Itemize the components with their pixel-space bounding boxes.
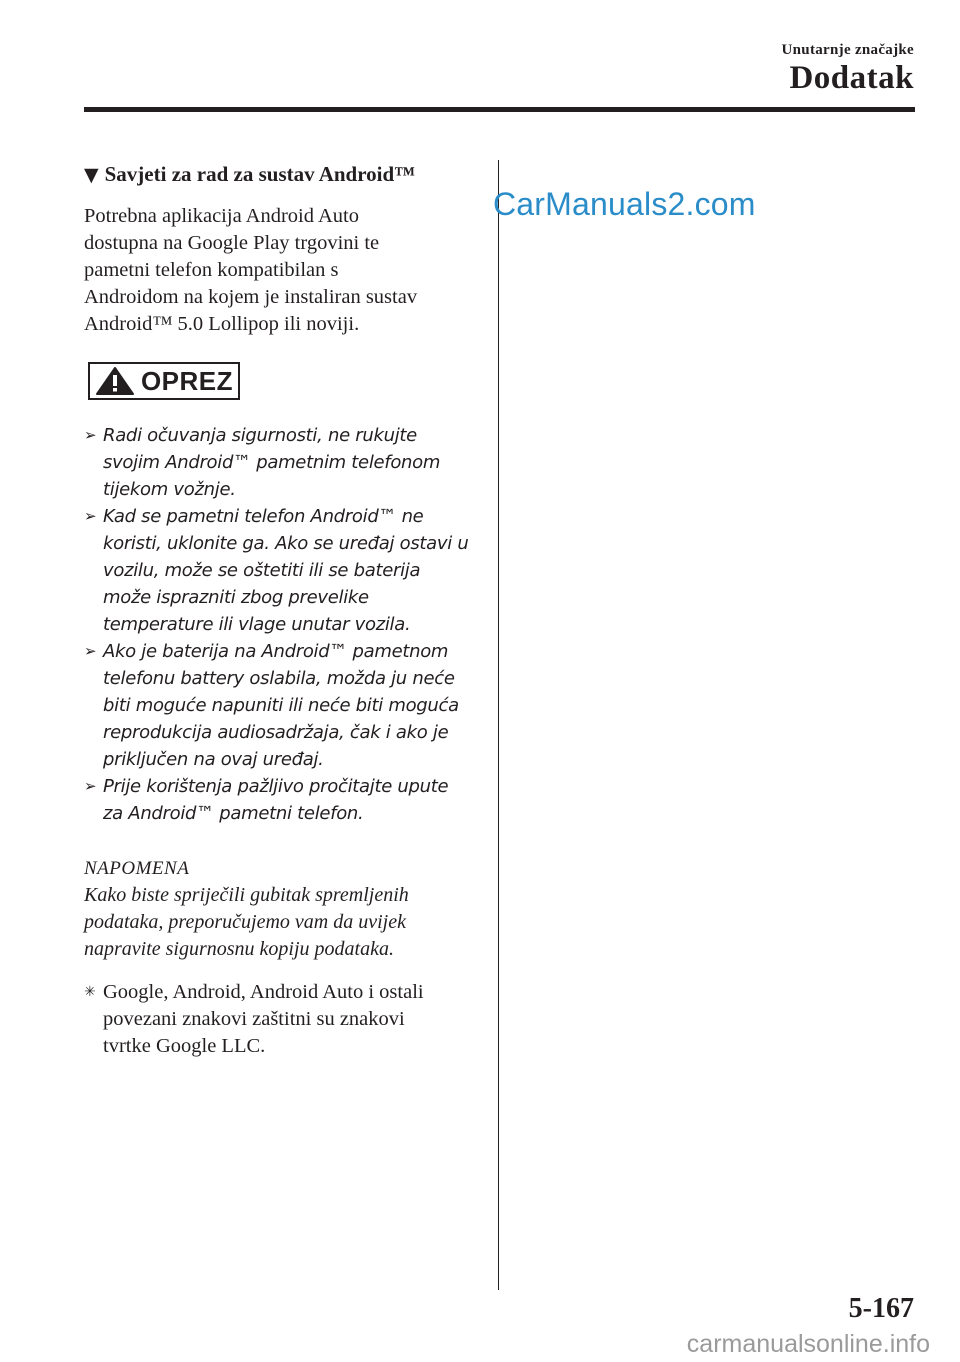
column-divider [498,160,499,1290]
arrow-right-icon: ➢ [84,642,97,660]
intro-line: Androidom na kojem je instaliran sustav [84,286,418,308]
caution-line: može isprazniti zbog prevelike [103,587,369,608]
caution-line: vozilu, može se oštetiti ili se baterija [103,560,421,581]
header-rule [84,107,915,112]
caution-line: Prije korištenja pažljivo pročitajte upute [103,776,449,797]
intro-line: Potrebna aplikacija Android Auto [84,205,359,227]
caution-line: biti moguće napuniti ili neće biti moguća [103,695,459,716]
caution-list [84,422,484,827]
trademark-line: povezani znakovi zaštitni su znakovi [103,1008,405,1030]
caution-line: koristi, uklonite ga. Ako se uređaj ostavi u [103,533,469,554]
caution-line: reprodukcija audiosadržaja, čak i ako je [103,722,449,743]
intro-paragraph [84,203,484,338]
intro-line: dostupna na Google Play trgovini te [84,232,380,254]
watermark: CarManuals2.com [493,186,756,222]
arrow-right-icon: ➢ [84,426,97,444]
section-heading [84,160,484,189]
intro-line: pametni telefon kompatibilan s [84,259,339,281]
left-column [84,160,484,1060]
arrow-right-icon: ➢ [84,507,97,525]
caution-line: Radi očuvanja sigurnosti, ne rukujte [103,425,417,446]
caution-label: OPREZ [140,365,234,396]
caution-line: telefonu battery oslabila, možda ju neće [103,668,455,689]
caution-line: svojim Android™ pametnim telefonom [103,452,441,473]
header-chapter-title: Dodatak [789,60,914,96]
asterisk-icon: ✳ [84,984,96,1000]
intro-line: Android™ 5.0 Lollipop ili noviji. [84,313,360,335]
caution-box [88,362,240,400]
caution-item [84,773,484,827]
caution-line: tijekom vožnje. [103,479,236,500]
footer-watermark: carmanualsonline.info [686,1330,930,1358]
caution-line: Kad se pametni telefon Android™ ne [103,506,424,527]
warning-icon [95,366,135,396]
note-line: podataka, preporučujemo vam da uvijek [84,911,406,933]
trademark-line: tvrtke Google LLC. [103,1035,266,1057]
note-text [84,882,484,963]
caution-item [84,638,484,773]
caution-line: priključen na ovaj uređaj. [103,749,324,770]
caution-line: Ako je baterija na Android™ pametnom [103,641,449,662]
note-title: NAPOMENA [84,858,190,879]
trademark-line: Google, Android, Android Auto i ostali [103,981,424,1003]
note-line: Kako biste spriječili gubitak spremljenih [84,884,409,906]
arrow-right-icon: ➢ [84,777,97,795]
header-section-title: Unutarnje značajke [781,42,914,58]
caution-line: za Android™ pametni telefon. [103,803,364,824]
note-line: napravite sigurnosnu kopiju podataka. [84,938,394,960]
triangle-down-icon: ▼ [84,164,99,186]
trademark-note [84,979,484,1060]
page-number: 5-167 [848,1293,914,1324]
caution-item [84,503,484,638]
section-heading-text: Savjeti za rad za sustav Android™ [104,162,416,186]
caution-item [84,422,484,503]
caution-line: temperature ili vlage unutar vozila. [103,614,411,635]
